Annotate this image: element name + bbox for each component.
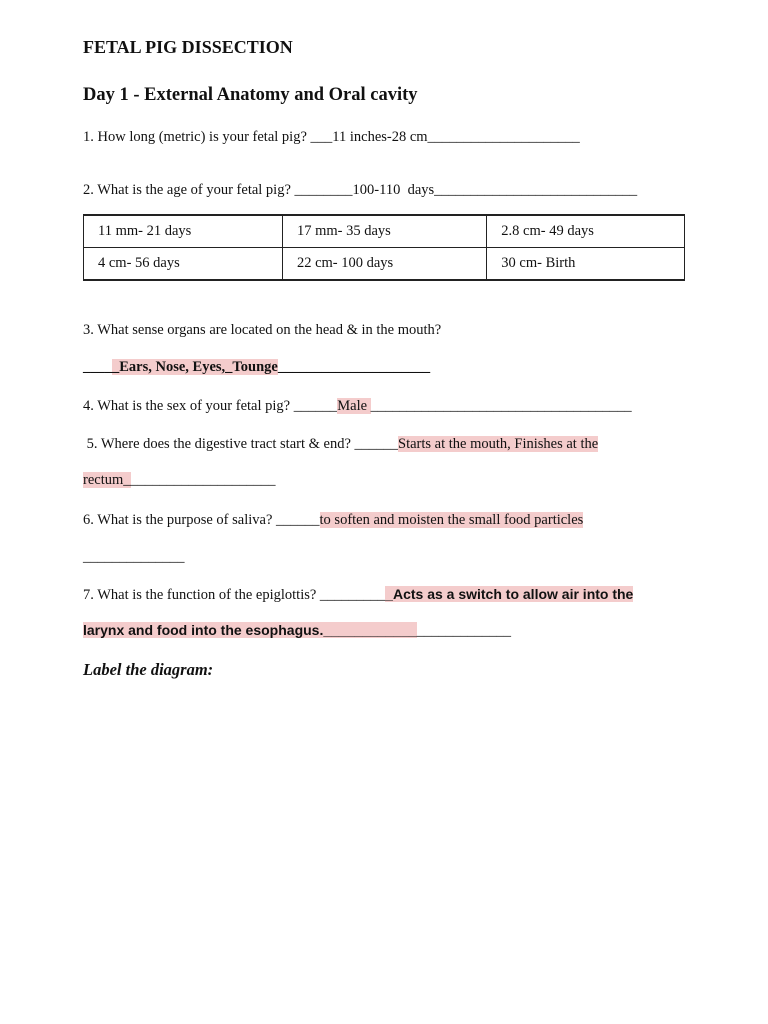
table-cell: 4 cm- 56 days [84,248,283,281]
question-text: 7. What is the function of the epiglottis? _________ [83,587,386,603]
question-6 [83,510,583,530]
answer-highlight: Starts at the mouth, Finishes at the [398,436,599,452]
table-cell: 30 cm- Birth [487,248,685,281]
answer-highlight: to soften and moisten the small food particles [319,512,584,528]
table-cell: 2.8 cm- 49 days [487,215,685,248]
answer-blank: _____________ [416,623,512,639]
page-title: FETAL PIG DISSECTION [83,37,293,57]
answer-highlight: larynx and food into the esophagus.____________ [83,622,417,638]
table-row [84,215,685,248]
answer-3 [83,357,430,377]
answer-7-continued [83,620,511,641]
answer-blank: ____________________________________ [370,398,632,414]
answer-5-continued [83,470,276,490]
age-size-table [83,214,685,281]
question-3: 3. What sense organs are located on the head & in the mouth? [83,322,442,338]
answer-highlight: Male [337,398,371,414]
question-2: 2. What is the age of your fetal pig? ________100-110 days____________________________ [83,182,638,198]
answer-blank: ____ [83,359,112,375]
table-cell: 22 cm- 100 days [282,248,486,281]
table-cell: 17 mm- 35 days [282,215,486,248]
answer-highlight: _Acts as a switch to allow air into the [385,586,634,602]
answer-6-blank: ______________ [83,549,185,565]
question-text: 5. Where does the digestive tract start & end? ______ [83,436,399,452]
question-7 [83,584,633,605]
answer-blank: _____________________ [277,359,431,375]
table-cell: 11 mm- 21 days [84,215,283,248]
question-text: 4. What is the sex of your fetal pig? ______ [83,398,338,414]
section-heading: Day 1 - External Anatomy and Oral cavity [83,85,418,105]
diagram-label-heading: Label the diagram: [83,660,214,679]
table-row [84,248,685,281]
answer-highlight: rectum_ [83,472,131,488]
question-5 [83,434,598,454]
question-text: 6. What is the purpose of saliva? ______ [83,512,320,528]
answer-blank: ____________________ [130,472,276,488]
question-1: 1. How long (metric) is your fetal pig? ___11 inches-28 cm_____________________ [83,129,580,145]
question-4 [83,396,632,416]
answer-highlight: _Ears, Nose, Eyes,_Tounge [112,359,278,375]
